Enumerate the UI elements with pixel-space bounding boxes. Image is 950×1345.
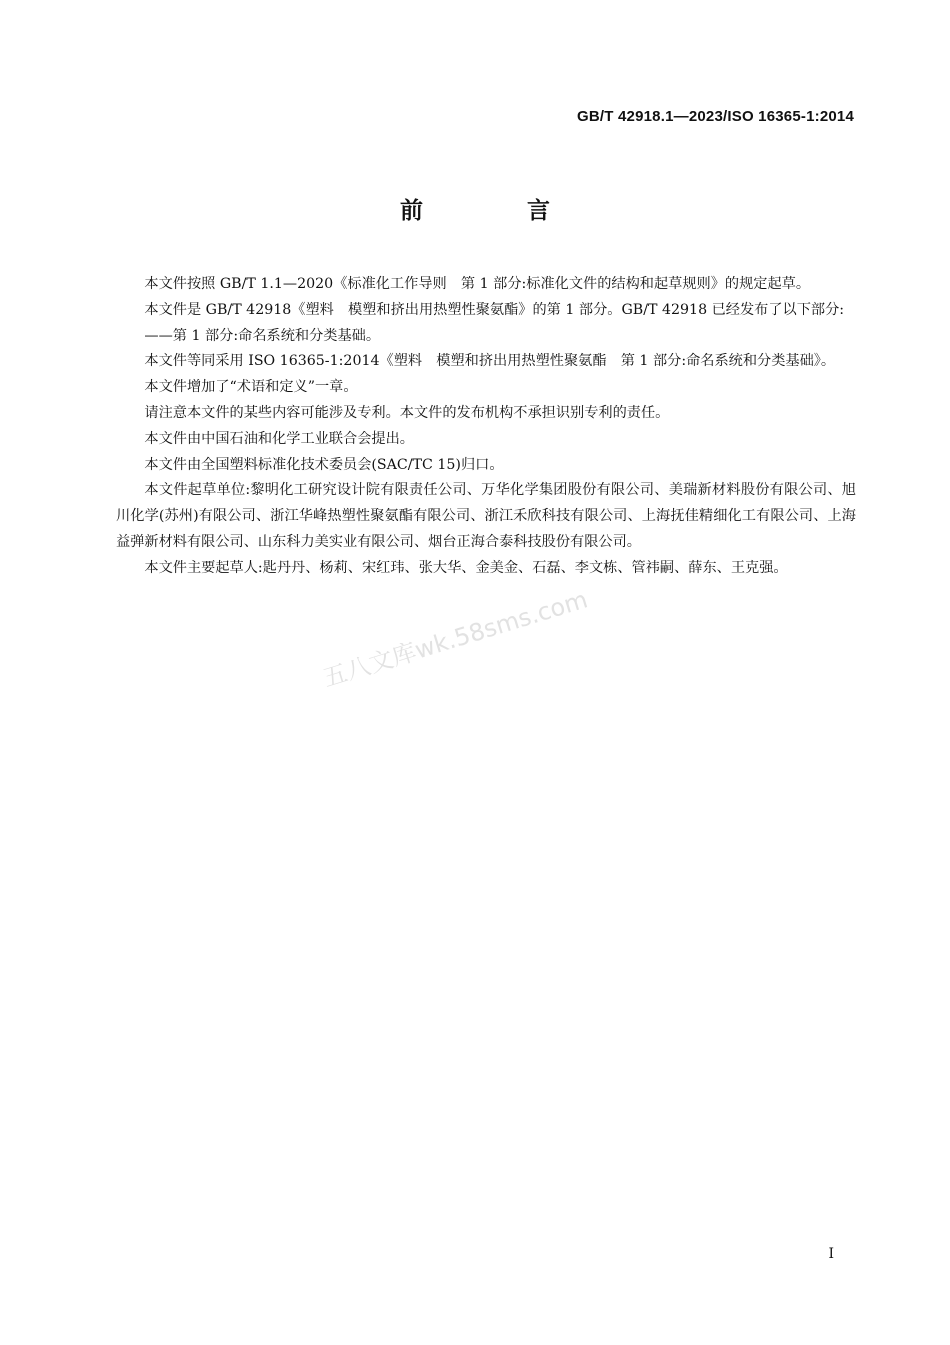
paragraph: 本文件由中国石油和化学工业联合会提出。 [144, 430, 414, 447]
paragraph: 本文件主要起草人:匙丹丹、杨莉、宋红玮、张大华、金美金、石磊、李文栋、管祎嗣、薛东、王克强。 [144, 559, 788, 576]
foreword-body [116, 272, 856, 582]
paragraph: 本文件由全国塑料标准化技术委员会(SAC/TC 15)归口。 [144, 456, 504, 473]
paragraph: 本文件是 GB/T 42918《塑料 模塑和挤出用热塑性聚氨酯》的第 1 部分。GB/T 42918 已经发布了以下部分: [144, 301, 845, 318]
paragraph: 请注意本文件的某些内容可能涉及专利。本文件的发布机构不承担识别专利的责任。 [144, 404, 670, 421]
standard-code-header: GB/T 42918.1—2023/ISO 16365-1:2014 [577, 108, 854, 125]
watermark: 五八文库wk.58sms.com [319, 585, 591, 693]
paragraph: 本文件等同采用 ISO 16365-1:2014《塑料 模塑和挤出用热塑性聚氨酯 第 1 部分:命名系统和分类基础》。 [144, 353, 836, 370]
paragraph: 本文件按照 GB/T 1.1—2020《标准化工作导则 第 1 部分:标准化文件的结构和起草规则》的规定起草。 [144, 276, 811, 292]
paragraph: ——第 1 部分:命名系统和分类基础。 [144, 327, 381, 344]
page-number: I [828, 1246, 834, 1262]
page-title: 前 言 [399, 198, 598, 224]
paragraph: 本文件起草单位:黎明化工研究设计院有限责任公司、万华化学集团股份有限公司、美瑞新材料股份有限公司、旭川化学(苏州)有限公司、浙江华峰热塑性聚氨酯有限公司、浙江禾欣科技有限公司、上海抚佳精细化工有限公司、上海益弹新材料有限公司、山东科力美实业有限公司、烟台正海合泰科技股份有限公司。 [116, 482, 856, 550]
paragraph: 本文件增加了“术语和定义”一章。 [144, 379, 358, 396]
